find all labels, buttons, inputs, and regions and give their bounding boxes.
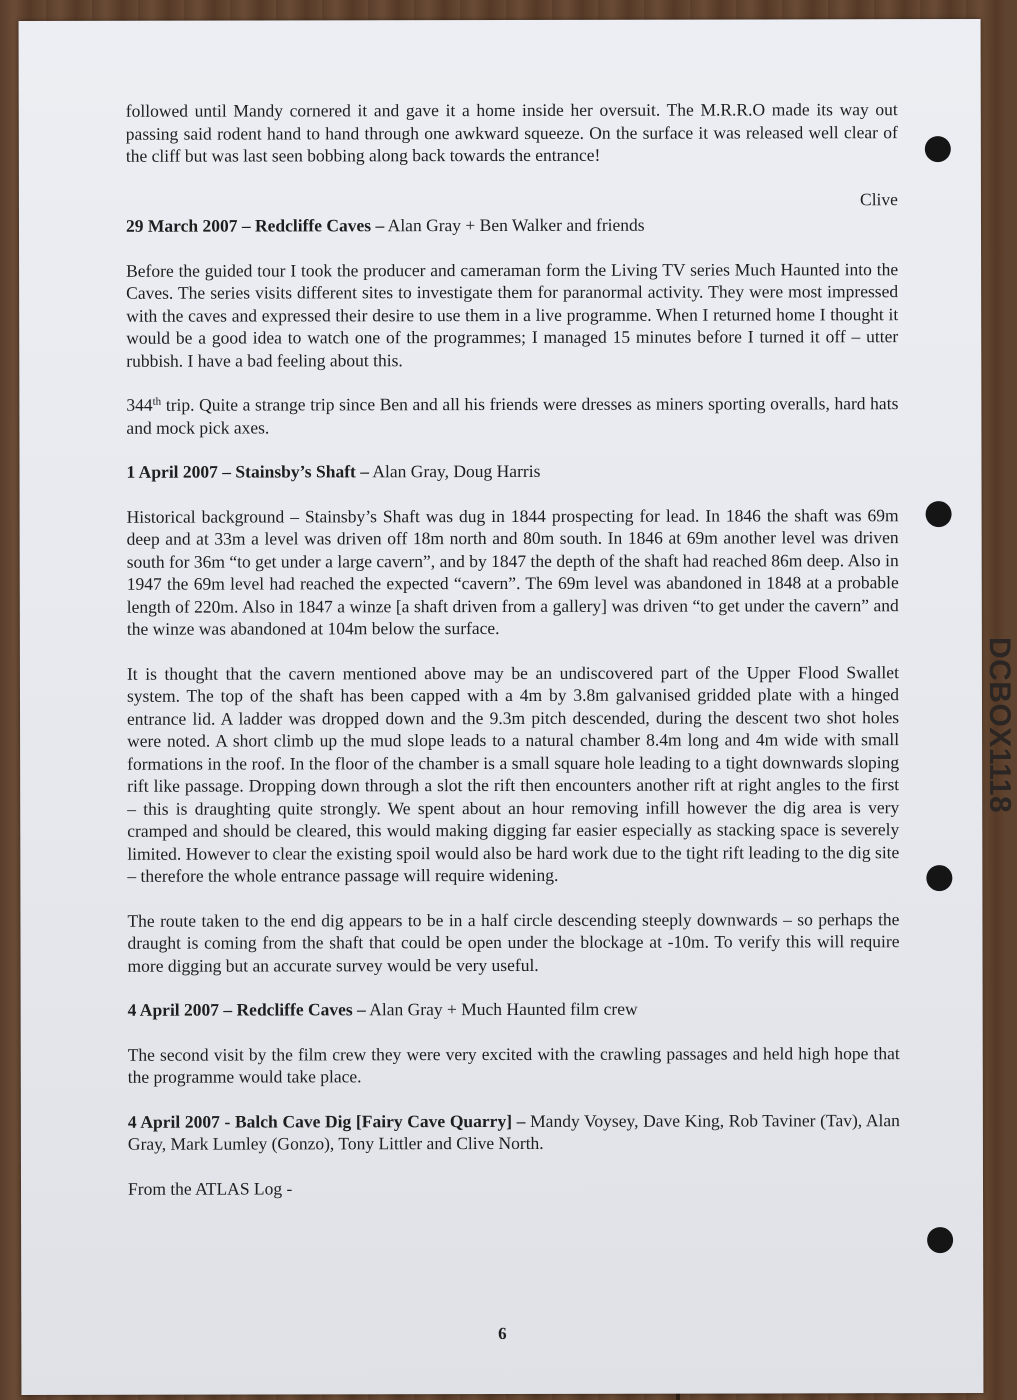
entry-date-title: 4 April 2007 - Balch Cave Dig [Fairy Cave Quarry] – (127, 1110, 526, 1132)
page-number: 6 (498, 1323, 507, 1344)
entry-paragraph: From the ATLAS Log - (127, 1177, 293, 1199)
entry-heading (126, 213, 898, 237)
intro-paragraph: followed until Mandy cornered it and gave it a home inside her oversuit. The M.R.R.O made its way out passing said rodent hand to hand through one awkward squeeze. On the surface it was released well clear of the cliff but was last seen bobbing along back towards the entrance! (125, 99, 898, 166)
entry-heading (128, 997, 900, 1021)
entry-heading (128, 1109, 900, 1156)
trip-text: trip. Quite a strange trip since Ben and all his friends were dresses as miners sporting overalls, hard hats and mock pick axes. (126, 393, 899, 438)
entry-paragraph: The second visit by the film crew they were very excited with the crawling passages and held high hope that the programme would take place. (127, 1042, 900, 1087)
punch-hole (927, 1227, 953, 1253)
entry-paragraph: It is thought that the cavern mentioned above may be an undiscovered part of the Upper Flood Swallet system. The top of the shaft has been capped with a 4m by 3.8m galvanised gridded plate with a hinged entrance lid. A ladder was dropped down and the 9.3m pitch descended, during the descent two shot holes were noted. A short climb up the mud slope leads to a natural chamber 8.4m long and 4m wide with small formations in the roof. In the floor of the chamber is a small square hole leading to a tight downwards sloping rift like passage. Dropping down through a slot the rift then encounters another rift at right angles to the first – this is draughting quite strongly. We spent about an hour removing infill however the dig area is very cramped and should be cleared, this would making digging far easier especially as stacking space is severely limited. However to clear the existing spoil would also be hard work due to the tight rift leading to the dig site – therefore the whole entrance passage will require widening. (126, 661, 900, 886)
document-page (19, 19, 1017, 1395)
punch-hole (926, 501, 952, 527)
entry-paragraph: Before the guided tour I took the producer and cameraman form the Living TV series Much Haunted into the Caves. The series visits different sites to investigate them for paranormal activity. They were most impressed with the caves and expressed their desire to use them in a live programme. When I returned home I thought it would be a good idea to watch one of the programmes; I managed 15 minutes before I turned it off – utter rubbish. I have a bad feeling about this. (126, 258, 899, 371)
entry-paragraph (126, 392, 898, 439)
entry-date-title: 4 April 2007 – Redcliffe Caves – (127, 999, 366, 1020)
entry-people: Alan Gray + Much Haunted film crew (369, 998, 638, 1020)
entry-paragraph: Historical background – Stainsby’s Shaft was dug in 1844 prospecting for lead. In 1846 the shaft was 69m deep and at 33m a level was driven off 18m north and 80m south. In 1846 at 69m another level was driven south for 36m “to get under a large cavern”, and by 1847 the depth of the shaft had reached 86m deep. Also in 1947 the 69m level had reached the expected “cavern”. The 69m level was abandoned in 1848 at a probable length of 220m. Also in 1847 a winze [a shaft driven from a gallery] was driven “to get under the cavern” and the winze was abandoned at 104m below the surface. (126, 504, 899, 639)
trip-number: 344 (126, 394, 153, 415)
ordinal-suffix: th (152, 395, 162, 408)
log-text (126, 98, 900, 1200)
entry-people: Alan Gray + Ben Walker and friends (387, 214, 645, 236)
archive-box-stamp: DCBOX1118 (982, 636, 1017, 814)
entry-people: Alan Gray, Doug Harris (372, 460, 541, 482)
punch-hole (925, 136, 951, 162)
entry-date-title: 29 March 2007 – Redcliffe Caves – (125, 215, 385, 236)
entry-paragraph: The route taken to the end dig appears to be in a half circle descending steeply downwards – so perhaps the draught is coming from the shaft that could be open under the blockage at -10m. To verify this will require more digging but an accurate survey would be very useful. (127, 908, 900, 976)
entry-people: Mandy Voysey, Dave King, Rob Taviner (Tav), Alan Gray, Mark Lumley (Gonzo), Tony Littler and Clive North. (127, 1109, 900, 1154)
entry-heading (126, 459, 898, 483)
entry-date-title: 1 April 2007 – Stainsby’s Shaft – (126, 461, 369, 482)
signature: Clive (859, 188, 898, 209)
punch-hole (926, 865, 952, 891)
